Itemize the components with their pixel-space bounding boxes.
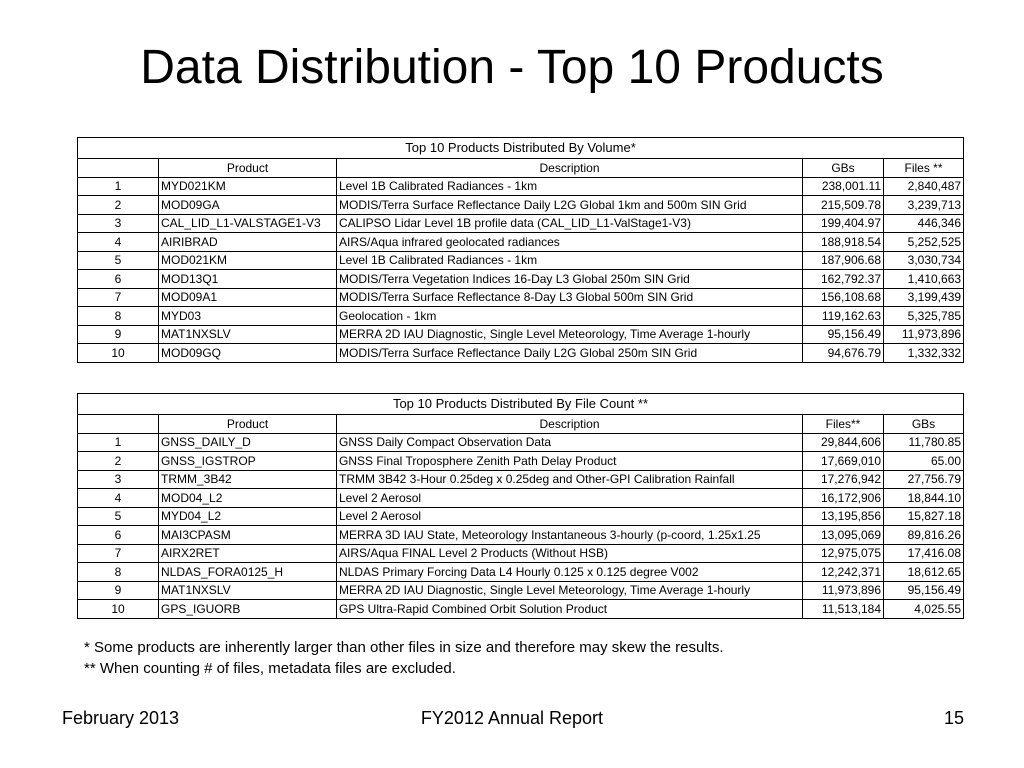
table-row xyxy=(78,563,964,582)
table-row xyxy=(78,270,964,289)
table-cell: 17,669,010 xyxy=(803,452,884,471)
table-header-row xyxy=(78,415,964,434)
table-row xyxy=(78,344,964,363)
table-cell: AIRIBRAD xyxy=(159,233,337,252)
table-cell: Geolocation - 1km xyxy=(337,307,803,326)
table-cell: 5 xyxy=(78,251,159,270)
column-header: Product xyxy=(159,415,337,434)
footnote-file-count: ** When counting # of files, metadata files are excluded. xyxy=(84,660,456,677)
table-cell: 8 xyxy=(78,307,159,326)
table-cell: 95,156.49 xyxy=(884,581,964,600)
table-cell: 162,792.37 xyxy=(803,270,884,289)
footnotes xyxy=(84,637,724,679)
table-row xyxy=(78,177,964,196)
table-cell: GNSS Final Troposphere Zenith Path Delay Product xyxy=(337,452,803,471)
table-cell: 3,199,439 xyxy=(884,288,964,307)
column-header: Product xyxy=(159,159,337,178)
table-cell: 119,162.63 xyxy=(803,307,884,326)
table-cell: MOD09GQ xyxy=(159,344,337,363)
table-cell: MODIS/Terra Surface Reflectance Daily L2G Global 250m SIN Grid xyxy=(337,344,803,363)
table-cell: AIRS/Aqua infrared geolocated radiances xyxy=(337,233,803,252)
table-cell: 238,001.11 xyxy=(803,177,884,196)
table-cell: 1,410,663 xyxy=(884,270,964,289)
table-cell: 7 xyxy=(78,544,159,563)
table-row xyxy=(78,233,964,252)
table-cell: Level 1B Calibrated Radiances - 1km xyxy=(337,251,803,270)
table-cell: GNSS_DAILY_D xyxy=(159,433,337,452)
column-header: GBs xyxy=(884,415,964,434)
table-cell: 11,973,896 xyxy=(884,325,964,344)
table-cell: MOD09A1 xyxy=(159,288,337,307)
table-cell: 1 xyxy=(78,177,159,196)
table-cell: 95,156.49 xyxy=(803,325,884,344)
table-cell: CALIPSO Lidar Level 1B profile data (CAL_LID_L1-ValStage1-V3) xyxy=(337,214,803,233)
table-row xyxy=(78,544,964,563)
table-cell: CAL_LID_L1-VALSTAGE1-V3 xyxy=(159,214,337,233)
slide-title: Data Distribution - Top 10 Products xyxy=(140,41,884,94)
table-cell: 12,242,371 xyxy=(803,563,884,582)
table-row xyxy=(78,251,964,270)
table-cell: 7 xyxy=(78,288,159,307)
table-cell: MODIS/Terra Surface Reflectance Daily L2G Global 1km and 500m SIN Grid xyxy=(337,196,803,215)
table-cell: 17,276,942 xyxy=(803,470,884,489)
table-cell: NLDAS Primary Forcing Data L4 Hourly 0.125 x 0.125 degree V002 xyxy=(337,563,803,582)
table-cell: 9 xyxy=(78,581,159,600)
table-cell: 9 xyxy=(78,325,159,344)
table-caption: Top 10 Products Distributed By File Count ** xyxy=(78,394,964,415)
table-cell: 18,844.10 xyxy=(884,489,964,508)
column-header: Files ** xyxy=(884,159,964,178)
table-cell: Level 2 Aerosol xyxy=(337,507,803,526)
table-cell: MOD09GA xyxy=(159,196,337,215)
table-cell: 156,108.68 xyxy=(803,288,884,307)
table-cell: 2,840,487 xyxy=(884,177,964,196)
table-cell: 10 xyxy=(78,344,159,363)
table-cell: MERRA 3D IAU State, Meteorology Instantaneous 3-hourly (p-coord, 1.25x1.25 xyxy=(337,526,803,545)
table-row xyxy=(78,214,964,233)
table-caption-row xyxy=(78,394,964,415)
table-row xyxy=(78,433,964,452)
table-cell: MODIS/Terra Surface Reflectance 8-Day L3 Global 500m SIN Grid xyxy=(337,288,803,307)
table-cell: 188,918.54 xyxy=(803,233,884,252)
table-cell: 2 xyxy=(78,452,159,471)
table-cell: 10 xyxy=(78,600,159,619)
table-row xyxy=(78,307,964,326)
table-cell: 17,416.08 xyxy=(884,544,964,563)
footer-date: February 2013 xyxy=(62,708,180,728)
table-cell: 13,195,856 xyxy=(803,507,884,526)
footer-report-title: FY2012 Annual Report xyxy=(420,708,604,728)
table-cell: 8 xyxy=(78,563,159,582)
table-cell: Level 2 Aerosol xyxy=(337,489,803,508)
footnote-volume: * Some products are inherently larger than other files in size and therefore may skew the results. xyxy=(84,639,724,656)
table-caption-row xyxy=(78,138,964,159)
table-row xyxy=(78,581,964,600)
table-cell: 2 xyxy=(78,196,159,215)
table-cell: 446,346 xyxy=(884,214,964,233)
table-cell: 5,325,785 xyxy=(884,307,964,326)
table-cell: TRMM_3B42 xyxy=(159,470,337,489)
footer-page-number: 15 xyxy=(943,708,964,728)
table-cell: GNSS_IGSTROP xyxy=(159,452,337,471)
column-header: Description xyxy=(337,159,803,178)
table-row xyxy=(78,288,964,307)
table-cell: 3,239,713 xyxy=(884,196,964,215)
table-cell: 1,332,332 xyxy=(884,344,964,363)
table-cell: GPS_IGUORB xyxy=(159,600,337,619)
table-cell: 3 xyxy=(78,470,159,489)
table-cell: AIRX2RET xyxy=(159,544,337,563)
table-cell: MERRA 2D IAU Diagnostic, Single Level Meteorology, Time Average 1-hourly xyxy=(337,325,803,344)
table-cell: 11,973,896 xyxy=(803,581,884,600)
table-cell: 6 xyxy=(78,526,159,545)
table-cell: 15,827.18 xyxy=(884,507,964,526)
table-cell: 4 xyxy=(78,233,159,252)
table-cell: 3,030,734 xyxy=(884,251,964,270)
table-caption: Top 10 Products Distributed By Volume* xyxy=(78,138,964,159)
table-cell: 18,612.65 xyxy=(884,563,964,582)
table-cell: AIRS/Aqua FINAL Level 2 Products (Without HSB) xyxy=(337,544,803,563)
table-row xyxy=(78,600,964,619)
column-header: GBs xyxy=(803,159,884,178)
table-cell: Level 1B Calibrated Radiances - 1km xyxy=(337,177,803,196)
table-cell: MOD13Q1 xyxy=(159,270,337,289)
volume-table xyxy=(77,137,964,363)
table-cell: MOD04_L2 xyxy=(159,489,337,508)
table-header-row xyxy=(78,159,964,178)
table-cell: 13,095,069 xyxy=(803,526,884,545)
column-header xyxy=(78,415,159,434)
file-count-table xyxy=(77,393,964,619)
table-cell: MOD021KM xyxy=(159,251,337,270)
table-cell: 27,756.79 xyxy=(884,470,964,489)
table-cell: MERRA 2D IAU Diagnostic, Single Level Meteorology, Time Average 1-hourly xyxy=(337,581,803,600)
table-cell: 6 xyxy=(78,270,159,289)
table-cell: MAT1NXSLV xyxy=(159,581,337,600)
table-row xyxy=(78,507,964,526)
table-cell: 12,975,075 xyxy=(803,544,884,563)
table-cell: 5 xyxy=(78,507,159,526)
table-cell: 89,816.26 xyxy=(884,526,964,545)
table-cell: MAI3CPASM xyxy=(159,526,337,545)
table-cell: TRMM 3B42 3-Hour 0.25deg x 0.25deg and Other-GPI Calibration Rainfall xyxy=(337,470,803,489)
table-cell: GNSS Daily Compact Observation Data xyxy=(337,433,803,452)
table-cell: 94,676.79 xyxy=(803,344,884,363)
table-cell: 1 xyxy=(78,433,159,452)
table-cell: 215,509.78 xyxy=(803,196,884,215)
table-cell: 187,906.68 xyxy=(803,251,884,270)
table-cell: 5,252,525 xyxy=(884,233,964,252)
table-row xyxy=(78,196,964,215)
table-cell: 4,025.55 xyxy=(884,600,964,619)
table-cell: MYD04_L2 xyxy=(159,507,337,526)
table-cell: 11,513,184 xyxy=(803,600,884,619)
table-row xyxy=(78,325,964,344)
column-header: Description xyxy=(337,415,803,434)
table-row xyxy=(78,470,964,489)
table-cell: MYD021KM xyxy=(159,177,337,196)
table-cell: NLDAS_FORA0125_H xyxy=(159,563,337,582)
table-cell: 65.00 xyxy=(884,452,964,471)
table-cell: GPS Ultra-Rapid Combined Orbit Solution Product xyxy=(337,600,803,619)
table-cell: 11,780.85 xyxy=(884,433,964,452)
table-row xyxy=(78,452,964,471)
table-cell: 16,172,906 xyxy=(803,489,884,508)
table-cell: 29,844,606 xyxy=(803,433,884,452)
table-cell: 4 xyxy=(78,489,159,508)
table-cell: 3 xyxy=(78,214,159,233)
table-cell: MODIS/Terra Vegetation Indices 16-Day L3 Global 250m SIN Grid xyxy=(337,270,803,289)
column-header xyxy=(78,159,159,178)
table-cell: MAT1NXSLV xyxy=(159,325,337,344)
table-cell: MYD03 xyxy=(159,307,337,326)
table-row xyxy=(78,526,964,545)
table-cell: 199,404.97 xyxy=(803,214,884,233)
column-header: Files** xyxy=(803,415,884,434)
table-row xyxy=(78,489,964,508)
